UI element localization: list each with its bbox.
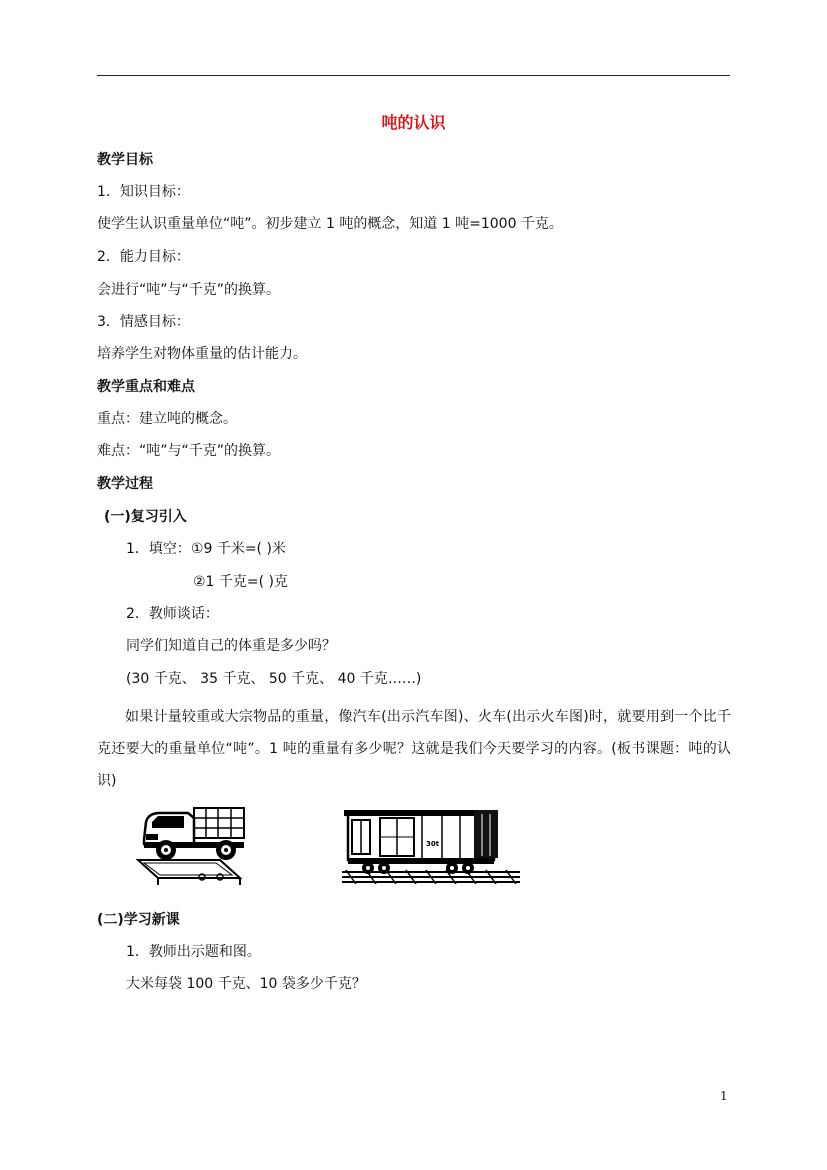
objective-1-text: 使学生认识重量单位“吨”。初步建立 1 吨的概念，知道 1 吨=1000 千克。 (97, 216, 563, 232)
step-1: 1．教师出示题和图。 (126, 944, 261, 960)
weight-examples: (30 千克、 35 千克、 50 千克、 40 千克……) (126, 671, 422, 687)
key-points-heading: 教学重点和难点 (97, 379, 195, 395)
difficult-point: 难点：“吨”与“千克”的换算。 (97, 443, 281, 459)
weight-question: 同学们知道自己的体重是多少吗？ (126, 638, 336, 654)
freight-train-illustration (342, 808, 520, 884)
teacher-talk-label: 2．教师谈话： (126, 606, 219, 622)
objective-2-text: 会进行“吨”与“千克”的换算。 (97, 282, 281, 298)
part-2-heading: (二)学习新课 (97, 912, 180, 928)
header-rule (97, 75, 730, 76)
intro-paragraph: 如果计量较重或大宗物品的重量，像汽车(出示汽车图)、火车(出示火车图)时，就要用到一个比千克还要大的重量单位“吨”。1 吨的重量有多少呢？这就是我们今天要学习的内容。(板书课题：吨的认识) (97, 709, 731, 789)
key-point: 重点：建立吨的概念。 (97, 411, 237, 427)
rice-problem: 大米每袋 100 千克、10 袋多少千克？ (126, 976, 366, 992)
page-number: 1 (720, 1089, 728, 1103)
objectives-heading: 教学目标 (97, 152, 153, 168)
process-heading: 教学过程 (97, 476, 153, 492)
part-1-heading: (一)复习引入 (104, 509, 187, 525)
fill-in-2: ②1 千克=( )克 (193, 574, 289, 590)
objective-1-label: 1．知识目标： (97, 184, 190, 200)
fill-in-1: 1．填空：①9 千米=( )米 (126, 541, 286, 557)
objective-3-label: 3．情感目标： (97, 314, 190, 330)
objective-3-text: 培养学生对物体重量的估计能力。 (97, 346, 307, 362)
train-car-marking: 30t (426, 840, 440, 848)
document-title: 吨的认识 (381, 113, 446, 132)
truck-on-scale-illustration (136, 800, 248, 886)
objective-2-label: 2．能力目标： (97, 249, 190, 265)
